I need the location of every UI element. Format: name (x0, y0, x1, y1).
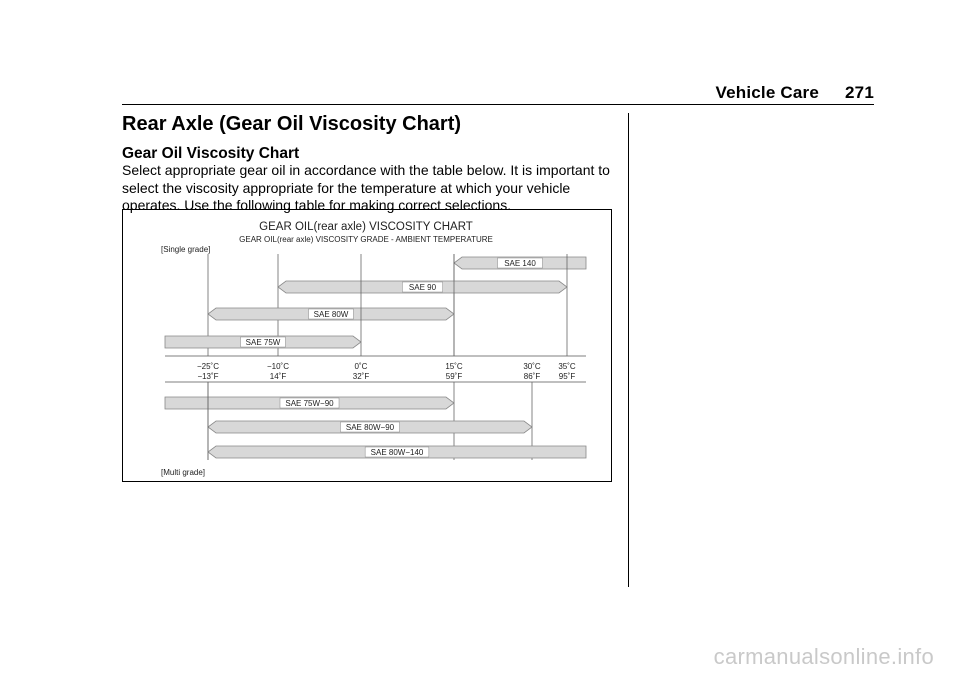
watermark: carmanualsonline.info (713, 644, 934, 669)
multi-grade-label-2: SAE 80W−140 (370, 448, 424, 457)
tick-label-c-1: −10˚C (266, 362, 290, 371)
viscosity-chart-figure (122, 209, 612, 482)
tick-label-c-5: 35˚C (558, 362, 576, 371)
tick-label-c-0: −25˚C (196, 362, 220, 371)
tick-label-f-3: 59˚F (445, 372, 463, 381)
single-grade-label-1: SAE 90 (408, 283, 437, 292)
subsection-title: Gear Oil Viscosity Chart (122, 145, 300, 162)
viscosity-chart (123, 210, 610, 480)
section-title: Rear Axle (Gear Oil Viscosity Chart) (122, 113, 462, 135)
chart-subtitle: GEAR OIL(rear axle) VISCOSITY GRADE - AMBIENT TEMPERATURE (239, 235, 493, 244)
tick-label-f-5: 95˚F (558, 372, 576, 381)
tick-label-f-4: 86˚F (523, 372, 541, 381)
single-grade-label-3: SAE 75W (245, 338, 281, 347)
chart-title: GEAR OIL(rear axle) VISCOSITY CHART (259, 221, 473, 233)
tick-label-c-3: 15˚C (445, 362, 463, 371)
section-name: Vehicle Care (715, 83, 820, 102)
column-divider (628, 113, 629, 587)
multi-grade-label: [Multi grade] (161, 468, 206, 477)
tick-label-c-2: 0˚C (354, 362, 368, 371)
single-grade-label-2: SAE 80W (313, 310, 349, 319)
multi-grade-label-1: SAE 80W−90 (345, 423, 395, 432)
single-grade-label: [Single grade] (161, 245, 211, 254)
single-grade-label-0: SAE 140 (504, 259, 536, 268)
tick-label-f-0: −13˚F (197, 372, 219, 381)
tick-label-f-2: 32˚F (352, 372, 370, 381)
body-paragraph: Select appropriate gear oil in accordance with the table below. It is important to select the viscosity appropriate for the temperature at which your vehicle operates. Use the following table for making correct selections. (122, 162, 610, 213)
multi-grade-label-0: SAE 75W−90 (285, 399, 334, 408)
header-rule (122, 104, 874, 105)
running-header (716, 83, 875, 103)
tick-label-f-1: 14˚F (269, 372, 287, 381)
page-number: 271 (845, 83, 874, 102)
tick-label-c-4: 30˚C (523, 362, 541, 371)
